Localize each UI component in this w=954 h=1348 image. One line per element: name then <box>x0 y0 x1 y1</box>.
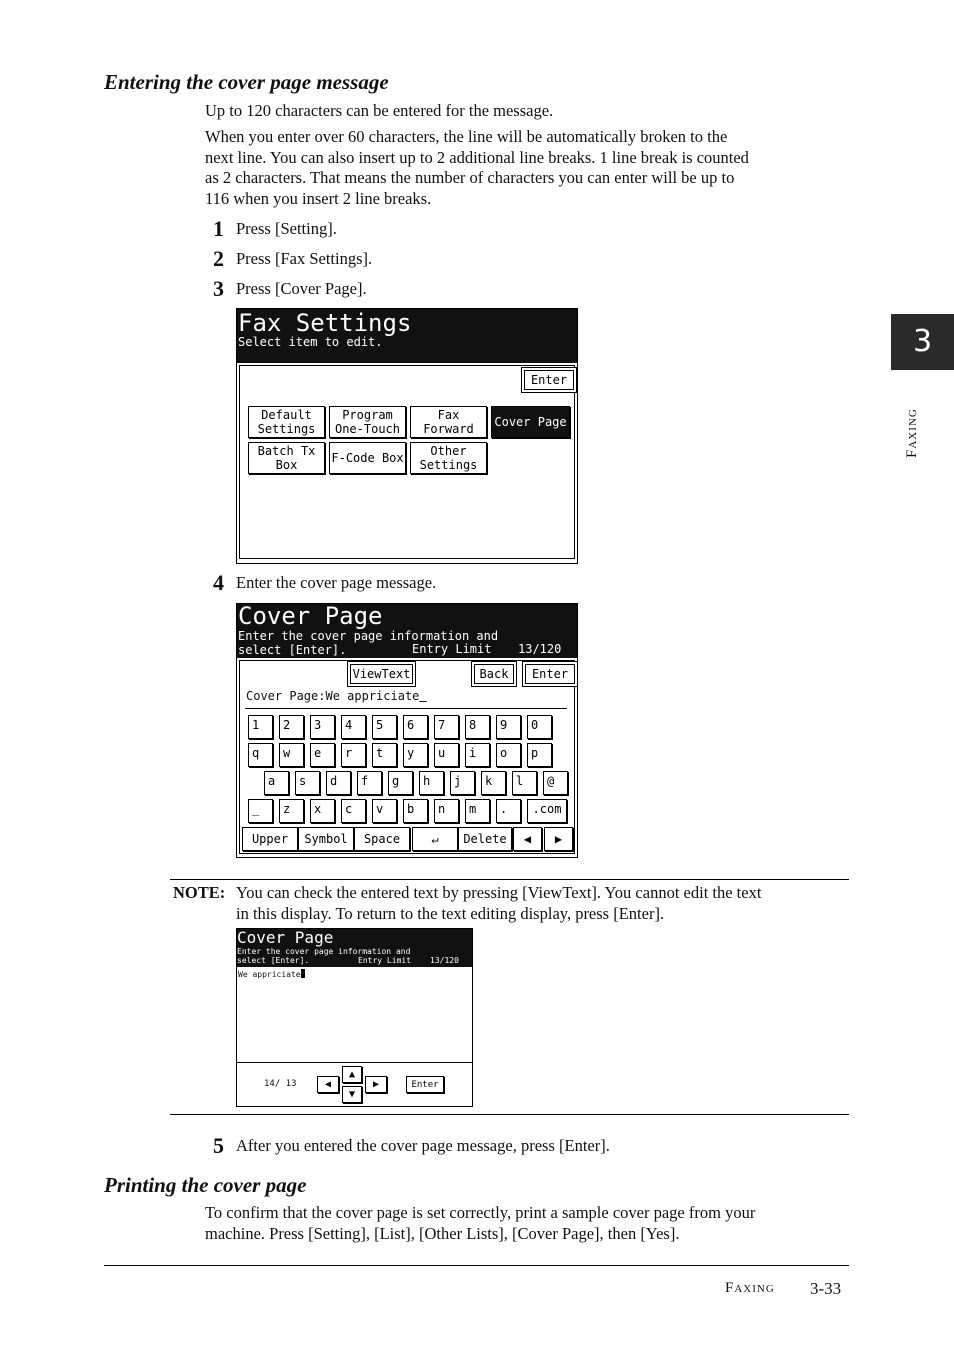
cover-page-button[interactable]: Cover Page <box>491 406 570 438</box>
entry-limit-count: 13/120 <box>430 956 459 965</box>
cursor-right-button[interactable]: ▶ <box>544 827 573 851</box>
screen-body <box>239 660 575 854</box>
view-text-button[interactable]: ViewText <box>350 664 413 684</box>
step-text: Press [Cover Page]. <box>236 279 367 298</box>
other-settings-button[interactable] <box>410 442 487 474</box>
screen-header <box>237 929 472 967</box>
chapter-tab: 3 <box>891 314 954 370</box>
key-at[interactable]: @ <box>543 771 568 795</box>
paragraph-line-breaks <box>205 127 855 209</box>
key-o[interactable]: o <box>496 743 521 767</box>
key-9[interactable]: 9 <box>496 715 521 739</box>
screen-body <box>239 365 575 559</box>
chapter-label <box>900 388 932 468</box>
note-top-rule <box>170 879 849 880</box>
note-text <box>236 883 856 924</box>
delete-button[interactable]: Delete <box>458 827 512 851</box>
symbol-button[interactable]: Symbol <box>298 827 354 851</box>
page-indicator: 14/ 13 <box>264 1079 297 1089</box>
step-number: 1 <box>213 216 224 241</box>
key-j[interactable]: j <box>450 771 475 795</box>
key-dot-com[interactable]: .com <box>527 799 567 823</box>
key-b[interactable]: b <box>403 799 428 823</box>
space-button[interactable]: Space <box>354 827 410 851</box>
paragraph-line: 116 when you insert 2 line breaks. <box>205 188 432 208</box>
scroll-down-button[interactable]: ▼ <box>342 1086 362 1103</box>
key-u[interactable]: u <box>434 743 459 767</box>
screen-title: Cover Page <box>237 928 334 947</box>
cursor-left-button[interactable]: ◀ <box>513 827 542 851</box>
button-label: Settings <box>257 422 316 436</box>
step-text: Press [Setting]. <box>236 219 337 238</box>
cover-page-entry-screen <box>236 603 578 858</box>
footer-section: Faxing <box>725 1280 775 1296</box>
screen-title: Fax Settings <box>238 309 412 337</box>
scroll-up-button[interactable]: ▲ <box>342 1066 362 1083</box>
entry-limit-count: 13/120 <box>518 642 562 656</box>
screen-instruction: Enter the cover page information and <box>238 629 499 643</box>
scroll-left-button[interactable]: ◀ <box>317 1076 339 1093</box>
view-text-screen <box>236 928 473 1107</box>
paragraph-printing <box>205 1203 855 1244</box>
key-l[interactable]: l <box>512 771 537 795</box>
fax-settings-screen <box>236 308 578 564</box>
field-underline <box>245 708 567 709</box>
step-number: 3 <box>213 276 224 301</box>
key-7[interactable]: 7 <box>434 715 459 739</box>
section-heading-printing: Printing the cover page <box>104 1173 307 1197</box>
step-number: 4 <box>213 570 224 595</box>
key-g[interactable]: g <box>388 771 413 795</box>
screen-instruction: select [Enter]. <box>237 956 310 965</box>
paragraph-line: When you enter over 60 characters, the line will be automatically broken to the <box>205 127 728 146</box>
entry-limit-label: Entry Limit <box>412 642 492 656</box>
field-value: We appriciate <box>325 689 420 703</box>
key-8[interactable]: 8 <box>465 715 490 739</box>
key-t[interactable]: t <box>372 743 397 767</box>
button-label: Other <box>430 444 467 458</box>
scroll-right-button[interactable]: ▶ <box>365 1076 387 1093</box>
screen-title: Cover Page <box>238 603 383 630</box>
key-h[interactable]: h <box>419 771 444 795</box>
step-text: After you entered the cover page message, press [Enter]. <box>236 1136 610 1155</box>
footer-divider <box>237 1062 472 1063</box>
key-4[interactable]: 4 <box>341 715 366 739</box>
button-label: Default <box>261 408 312 422</box>
key-1[interactable]: 1 <box>248 715 273 739</box>
key-q[interactable]: q <box>248 743 273 767</box>
key-i[interactable]: i <box>465 743 490 767</box>
paragraph-line: next line. You can also insert up to 2 additional line breaks. 1 line break is counted <box>205 147 749 167</box>
back-button[interactable]: Back <box>474 664 514 684</box>
button-label: Batch Tx <box>257 444 316 458</box>
key-y[interactable]: y <box>403 743 428 767</box>
button-label: Forward <box>423 422 474 436</box>
text-cursor <box>419 689 426 703</box>
paragraph-limit: Up to 120 characters can be entered for the message. <box>205 101 554 120</box>
entry-limit-label: Entry Limit <box>358 956 411 965</box>
key-e[interactable]: e <box>310 743 335 767</box>
button-label: Fax <box>437 408 460 422</box>
upper-button[interactable]: Upper <box>242 827 298 851</box>
batch-tx-box-button[interactable] <box>248 442 325 474</box>
screen-header <box>237 604 577 658</box>
step-text: Press [Fax Settings]. <box>236 249 373 268</box>
key-0[interactable]: 0 <box>527 715 552 739</box>
enter-button[interactable]: Enter <box>406 1076 444 1093</box>
footer-rule <box>104 1265 849 1266</box>
key-z[interactable]: z <box>279 799 304 823</box>
entered-text: We appriciate <box>238 970 301 979</box>
key-period[interactable]: . <box>496 799 521 823</box>
default-settings-button[interactable] <box>248 406 325 438</box>
paragraph-line: as 2 characters. That means the number of characters you can enter will be up to <box>205 168 735 187</box>
key-k[interactable]: k <box>481 771 506 795</box>
page-number: 3-33 <box>810 1279 842 1298</box>
key-underscore[interactable]: _ <box>248 799 273 823</box>
key-r[interactable]: r <box>341 743 366 767</box>
key-f[interactable]: f <box>357 771 382 795</box>
chapter-label-text: Faxing <box>904 408 920 458</box>
screen-subtitle: Select item to edit. <box>238 335 383 349</box>
button-label: Settings <box>419 458 478 472</box>
view-text-content <box>238 969 305 979</box>
line-break-button[interactable]: ↵ <box>412 827 458 851</box>
cover-page-field[interactable] <box>246 689 427 703</box>
key-x[interactable]: x <box>310 799 335 823</box>
step-number: 5 <box>213 1133 224 1158</box>
text-cursor <box>301 969 305 978</box>
enter-button[interactable]: Enter <box>525 664 575 684</box>
button-label: One-Touch <box>334 422 401 436</box>
note-line: You can check the entered text by pressing [ViewText]. You cannot edit the text <box>236 883 762 902</box>
paragraph-line: To confirm that the cover page is set correctly, print a sample cover page from your <box>205 1203 756 1222</box>
f-code-box-button[interactable]: F-Code Box <box>329 442 406 474</box>
key-w[interactable]: w <box>279 743 304 767</box>
key-2[interactable]: 2 <box>279 715 304 739</box>
key-6[interactable]: 6 <box>403 715 428 739</box>
key-v[interactable]: v <box>372 799 397 823</box>
key-s[interactable]: s <box>295 771 320 795</box>
field-label: Cover Page: <box>246 689 326 703</box>
section-heading-entering: Entering the cover page message <box>104 70 389 94</box>
key-c[interactable]: c <box>341 799 366 823</box>
step-number: 2 <box>213 246 224 271</box>
screen-instruction: select [Enter]. <box>238 643 347 657</box>
key-n[interactable]: n <box>434 799 459 823</box>
screen-header <box>237 309 577 363</box>
screen-instruction: Enter the cover page information and <box>237 947 411 956</box>
fax-forward-button[interactable] <box>410 406 487 438</box>
button-label: Box <box>275 458 298 472</box>
button-label: Program <box>342 408 393 422</box>
key-a[interactable]: a <box>264 771 289 795</box>
enter-button[interactable]: Enter <box>524 370 574 390</box>
paragraph-line: machine. Press [Setting], [List], [Other Lists], [Cover Page], then [Yes]. <box>205 1223 680 1243</box>
note-line: in this display. To return to the text editing display, press [Enter]. <box>236 903 665 923</box>
key-m[interactable]: m <box>465 799 490 823</box>
step-text: Enter the cover page message. <box>236 573 437 592</box>
program-one-touch-button[interactable] <box>329 406 406 438</box>
note-bottom-rule <box>170 1114 849 1115</box>
note-label: NOTE: <box>173 883 226 902</box>
key-5[interactable]: 5 <box>372 715 397 739</box>
key-d[interactable]: d <box>326 771 351 795</box>
key-p[interactable]: p <box>527 743 552 767</box>
key-3[interactable]: 3 <box>310 715 335 739</box>
